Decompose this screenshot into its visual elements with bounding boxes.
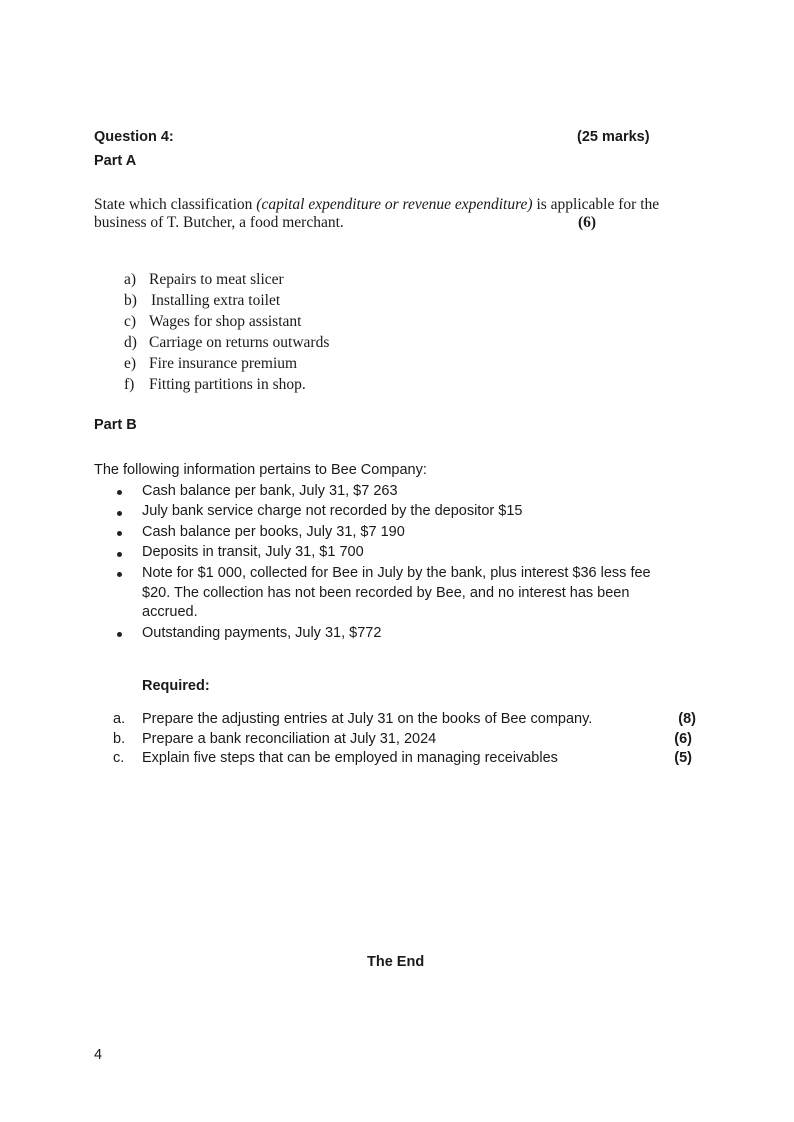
bullet-item: Cash balance per books, July 31, $7 190 bbox=[142, 524, 405, 540]
bullet-icon bbox=[116, 552, 124, 560]
bullet-icon bbox=[116, 531, 124, 539]
item-text: Repairs to meat slicer bbox=[149, 271, 284, 288]
item-label: a) bbox=[124, 271, 137, 288]
part-a-intro bbox=[94, 196, 659, 214]
list-item bbox=[124, 292, 281, 310]
item-text: Explain five steps that can be employed in managing receivables bbox=[142, 750, 558, 766]
required-item bbox=[113, 731, 692, 747]
intro-text: State which classification bbox=[94, 196, 257, 213]
part-a-title: Part A bbox=[94, 153, 137, 169]
bullet-icon bbox=[116, 511, 124, 519]
item-marks: (6) bbox=[674, 731, 692, 747]
list-item bbox=[124, 313, 302, 331]
page-number: 4 bbox=[94, 1047, 103, 1063]
required-item bbox=[113, 711, 696, 727]
required-item bbox=[113, 750, 692, 766]
item-label: c) bbox=[124, 313, 137, 330]
list-item bbox=[124, 334, 330, 352]
intro-text-end: is applicable for the bbox=[532, 196, 660, 213]
item-text: Installing extra toilet bbox=[151, 292, 281, 309]
item-label: b. bbox=[113, 731, 126, 747]
list-item bbox=[124, 376, 306, 394]
required-title: Required: bbox=[142, 678, 210, 694]
bullet-item: Outstanding payments, July 31, $772 bbox=[142, 625, 382, 641]
item-label: e) bbox=[124, 355, 137, 372]
bullet-item: Note for $1 000, collected for Bee in July by the bank, plus interest $36 less fee bbox=[142, 565, 651, 581]
item-text: Prepare a bank reconciliation at July 31, 2024 bbox=[142, 731, 437, 747]
item-label: d) bbox=[124, 334, 137, 351]
bullet-icon bbox=[116, 572, 124, 580]
item-text: Fire insurance premium bbox=[149, 355, 298, 372]
bullet-item-cont: $20. The collection has not been recorded by Bee, and no interest has been bbox=[142, 585, 630, 601]
item-label: a. bbox=[113, 711, 126, 727]
bullet-icon bbox=[116, 632, 124, 640]
part-b-title: Part B bbox=[94, 417, 137, 433]
the-end: The End bbox=[367, 954, 425, 970]
question-marks: (25 marks) bbox=[577, 129, 650, 145]
bullet-item-cont: accrued. bbox=[142, 604, 198, 620]
item-label: f) bbox=[124, 376, 135, 393]
bullet-item: Deposits in transit, July 31, $1 700 bbox=[142, 544, 364, 560]
item-label: b) bbox=[124, 292, 137, 309]
bullet-icon bbox=[116, 490, 124, 498]
list-item bbox=[124, 271, 284, 289]
item-marks: (8) bbox=[678, 711, 696, 727]
part-a-intro-2: business of T. Butcher, a food merchant. bbox=[94, 214, 344, 231]
item-text: Fitting partitions in shop. bbox=[149, 376, 306, 393]
part-a-marks: (6) bbox=[578, 214, 597, 231]
item-marks: (5) bbox=[674, 750, 692, 766]
intro-italic: (capital expenditure or revenue expenditure) bbox=[256, 196, 533, 213]
item-text: Carriage on returns outwards bbox=[149, 334, 330, 351]
bullet-item: July bank service charge not recorded by the depositor $15 bbox=[142, 503, 523, 519]
item-label: c. bbox=[113, 750, 125, 766]
part-b-intro: The following information pertains to Bee Company: bbox=[94, 462, 427, 478]
bullet-item: Cash balance per bank, July 31, $7 263 bbox=[142, 483, 398, 499]
question-title: Question 4: bbox=[94, 129, 174, 145]
item-text: Wages for shop assistant bbox=[149, 313, 302, 330]
list-item bbox=[124, 355, 298, 373]
item-text: Prepare the adjusting entries at July 31 on the books of Bee company. bbox=[142, 711, 593, 727]
